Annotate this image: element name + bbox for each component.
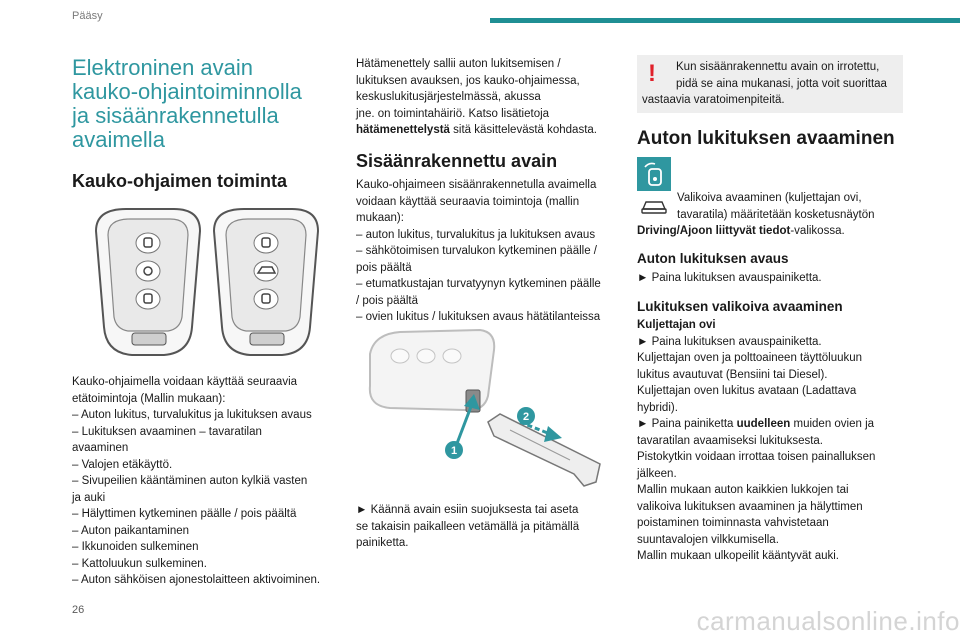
text-span: muiden ovien ja	[790, 418, 875, 430]
text-line: ► Paina lukituksen avauspainiketta.	[637, 272, 822, 284]
text-line: Mallin mukaan ulkopeilit kääntyvät auki.	[637, 550, 839, 562]
text-line: jälkeen.	[637, 467, 677, 480]
warning-text	[642, 59, 906, 109]
emphasis-text: uudelleen	[736, 418, 791, 430]
title-line: kauko-ohjaintoiminnolla	[72, 79, 302, 104]
callout-1-label: 1	[450, 445, 458, 457]
text-span: -valikossa.	[790, 225, 845, 237]
text-line: – Kattoluukun sulkeminen.	[72, 557, 207, 570]
text-line: se takaisin paikalleen vetämällä ja pitämällä	[356, 520, 580, 533]
key-fob-right	[214, 209, 318, 355]
section-label: Pääsy	[72, 10, 103, 22]
title-line: avaimella	[72, 127, 165, 152]
text-line: vastaavia varatoimenpiteitä.	[642, 94, 785, 106]
watermark: carmanualsonline.info	[696, 606, 960, 636]
key-release-instruction	[356, 502, 624, 552]
text-line: – Lukituksen avaaminen – tavaratilan	[72, 425, 262, 438]
text-line	[637, 223, 907, 240]
text-line: – Hälyttimen kytkeminen päälle / pois päältä	[72, 508, 297, 520]
unlock-instruction	[637, 270, 822, 287]
subheading-unlock: Auton lukituksen avaus	[637, 251, 789, 266]
text-line: – Ikkunoiden sulkeminen	[72, 541, 199, 553]
text-line: Pistokytkin voidaan irrottaa toisen painalluksen	[637, 451, 876, 463]
text-line	[637, 416, 911, 433]
remote-keys-figure	[82, 205, 332, 365]
text-line: Kun sisäänrakennettu avain on irrotettu,	[676, 61, 880, 73]
text-line	[356, 122, 624, 139]
text-line: Kuljettajan oven lukitus avataan (Ladattava	[637, 385, 857, 397]
warning-icon: !	[648, 60, 656, 87]
text-line: mukaan):	[356, 212, 404, 224]
text-line: – sähkötoimisen turvalukon kytkeminen päälle /	[356, 245, 597, 257]
text-line: lukituksen avauksen, jos kauko-ohjaimessa,	[356, 74, 580, 87]
subheading-selective-unlock: Lukituksen valikoiva avaaminen	[637, 299, 843, 314]
text-line: pois päältä	[356, 261, 412, 274]
text-line: hybridi).	[637, 401, 678, 414]
text-line: etätoimintoja (Mallin mukaan):	[72, 392, 226, 405]
text-line: ► Paina lukituksen avauspainiketta.	[637, 335, 822, 348]
text-line: / pois päältä	[356, 294, 419, 307]
text-line: suuntavalojen vilkkumisella.	[637, 533, 779, 546]
header-accent-bar	[490, 18, 960, 23]
selective-unlock-feature-text	[637, 190, 907, 240]
text-line: – auton lukitus, turvalukitus ja lukituksen avaus	[356, 228, 596, 241]
text-line: Hätämenettely sallii auton lukitsemisen /	[356, 58, 561, 70]
text-line: Kauko-ohjaimeen sisäänrakennetulla avaimella	[356, 179, 597, 191]
text-line: Kuljettajan oven ja polttoaineen täyttöluukun	[637, 352, 863, 364]
text-line: keskuslukitusjärjestelmässä, akussa	[356, 91, 541, 103]
section-heading-remote: Kauko-ohjaimen toiminta	[72, 171, 288, 191]
title-line: ja sisäänrakennetulla	[72, 103, 279, 128]
text-line: jne. on toimintahäiriö. Katso lisätietoja	[356, 107, 550, 120]
text-line: voidaan käyttää seuraavia toimintoja (mallin	[356, 195, 580, 208]
key-release-figure	[360, 326, 610, 494]
text-line: – etumatkustajan turvatyynyn kytkeminen päälle	[356, 278, 601, 290]
text-span: sitä käsittelevästä kohdasta.	[449, 124, 597, 136]
text-line: – Sivupeilien kääntäminen auton kylkiä vasten	[72, 475, 308, 487]
text-line: ja auki	[72, 491, 106, 504]
text-line: pidä se aina mukanasi, jotta voit suorittaa	[676, 77, 887, 90]
section-heading-unlocking: Auton lukituksen avaaminen	[637, 128, 895, 149]
key-fob-left	[96, 209, 200, 355]
text-line: – Auton lukitus, turvalukitus ja lukituksen avaus	[72, 409, 312, 421]
text-line: Mallin mukaan auton kaikkien lukkojen tai	[637, 484, 849, 496]
pull-arrow-head	[544, 426, 562, 442]
text-line: Kauko-ohjaimella voidaan käyttää seuraavia	[72, 376, 298, 388]
callout-2-label: 2	[522, 411, 530, 423]
section-heading-built-in-key: Sisäänrakennettu avain	[356, 151, 558, 171]
emphasis-text: Driving/Ajoon liittyvät tiedot	[637, 225, 791, 237]
text-line: tavaratilan avaamiseksi lukituksesta.	[637, 434, 823, 447]
page-title	[72, 56, 342, 152]
text-line: – Auton sähköisen ajonestolaitteen aktivoiminen.	[72, 574, 321, 586]
remote-key-icon	[637, 157, 671, 191]
text-line: tavaratila) määritetään kosketusnäytön	[677, 208, 875, 221]
selective-unlock-text	[637, 317, 911, 565]
text-line: – ovien lukitus / lukituksen avaus hätätilanteissa	[356, 311, 601, 323]
emergency-intro-text	[356, 56, 624, 139]
text-line: valikoiva lukituksen avaaminen ja hälyttimen	[637, 500, 863, 513]
text-line: Valikoiva avaaminen (kuljettajan ovi,	[677, 192, 862, 204]
text-line: – Valojen etäkäyttö.	[72, 458, 173, 471]
title-line: Elektroninen avain	[72, 55, 254, 80]
text-line: lukitus avautuvat (Bensiini tai Diesel).	[637, 368, 828, 381]
text-line: – Auton paikantaminen	[72, 524, 190, 537]
text-span: ► Paina painiketta	[637, 418, 737, 430]
remote-functions-text	[72, 374, 347, 589]
emphasis-text: hätämenettelystä	[356, 124, 450, 136]
emergency-key-blade	[488, 414, 600, 486]
text-line: painiketta.	[356, 537, 409, 549]
text-line: ► Käännä avain esiin suojuksesta tai aseta	[356, 504, 579, 516]
text-line: avaaminen	[72, 442, 129, 454]
text-line: poistaminen toiminnasta vahvistetaan	[637, 517, 829, 529]
driver-door-label: Kuljettajan ovi	[637, 319, 716, 331]
built-in-key-text	[356, 177, 624, 326]
page-number: 26	[72, 604, 85, 616]
